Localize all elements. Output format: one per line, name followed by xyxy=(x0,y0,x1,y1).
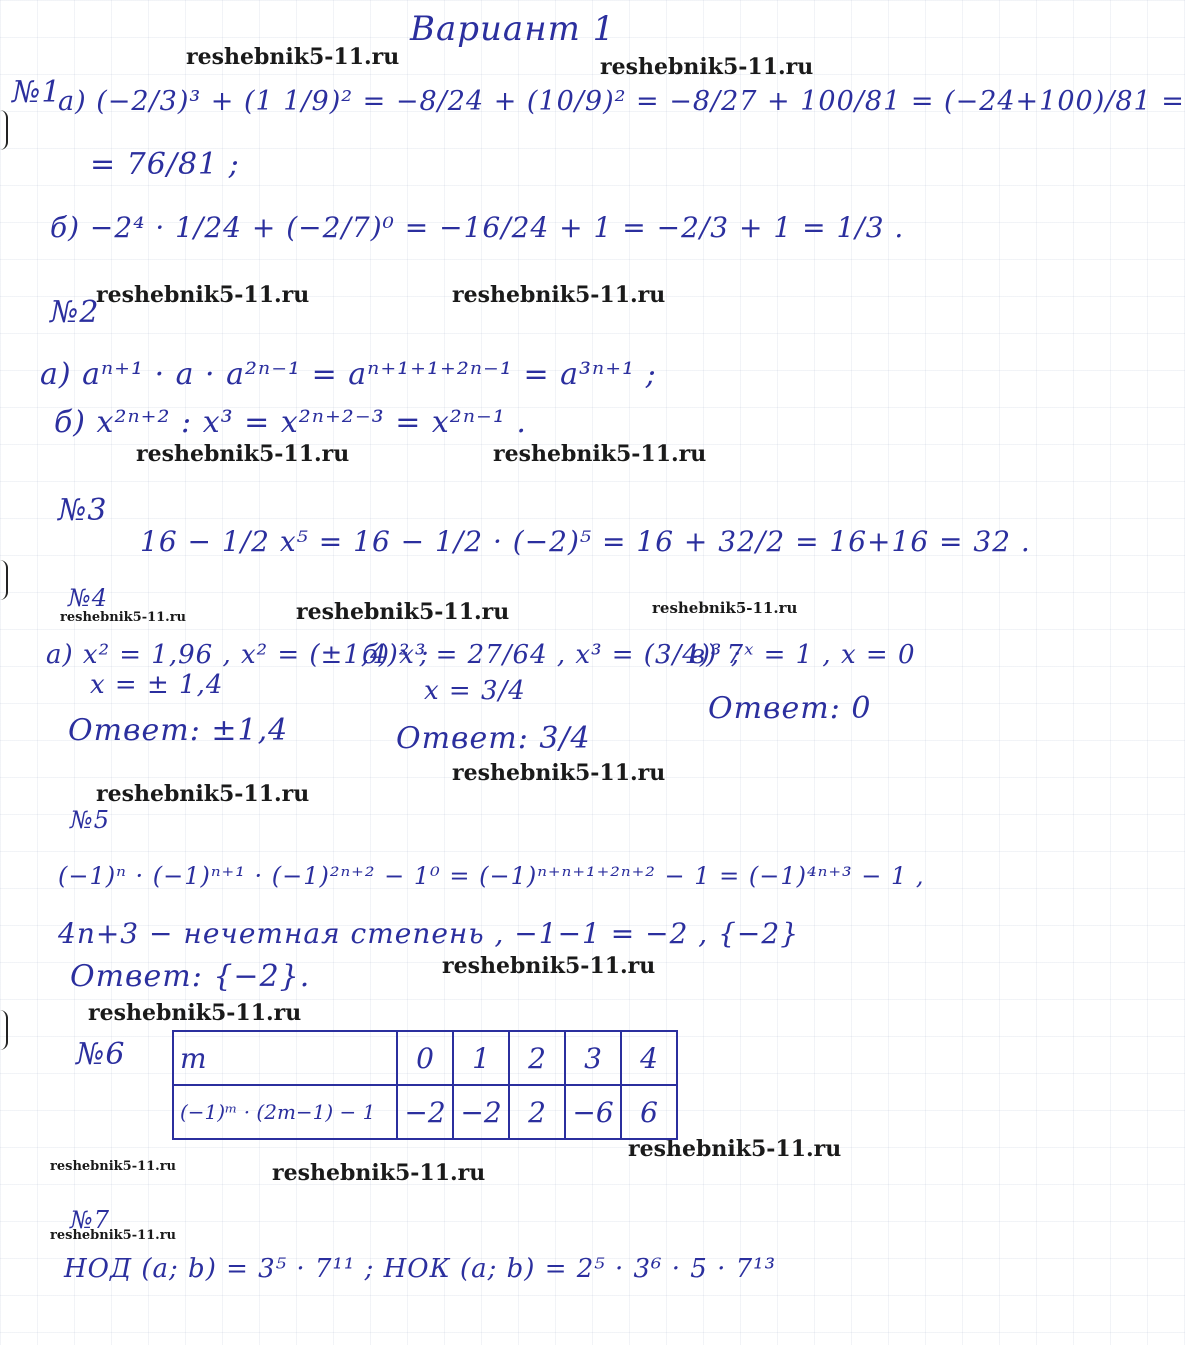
task4-c-answer: Ответ: 0 xyxy=(708,691,872,726)
watermark: reshebnik5-11.ru xyxy=(186,44,400,70)
task5-label: №5 xyxy=(70,806,110,834)
watermark: reshebnik5-11.ru xyxy=(442,953,656,979)
table-row xyxy=(173,1085,677,1139)
table-cell: 1 xyxy=(453,1031,509,1085)
table-header-cell: (−1)ᵐ · (2m−1) − 1 xyxy=(173,1085,397,1139)
table-cell: −2 xyxy=(453,1085,509,1139)
watermark: reshebnik5-11.ru xyxy=(96,781,310,807)
table-cell: 3 xyxy=(565,1031,621,1085)
table-cell: 0 xyxy=(397,1031,453,1085)
task5-line2: 4n+3 − нечетная степень , −1−1 = −2 , {−2} xyxy=(58,917,800,950)
watermark: reshebnik5-11.ru xyxy=(88,1000,302,1026)
watermark: reshebnik5-11.ru xyxy=(600,54,814,80)
watermark: reshebnik5-11.ru xyxy=(628,1136,842,1162)
table-cell: 2 xyxy=(509,1085,565,1139)
task4-b: б) x³ = 27/64 , x³ = (3/4)³ ; xyxy=(362,640,742,670)
watermark: reshebnik5-11.ru xyxy=(272,1160,486,1186)
task4-b2: x = 3/4 xyxy=(424,676,526,706)
task4-b-answer: Ответ: 3/4 xyxy=(396,721,591,756)
task5-line1: (−1)ⁿ · (−1)ⁿ⁺¹ · (−1)²ⁿ⁺² − 1⁰ = (−1)ⁿ⁺ⁿ⁺¹⁺²ⁿ⁺² − 1 = (−1)⁴ⁿ⁺³ − 1 , xyxy=(58,862,925,890)
task4-label: №4 xyxy=(68,584,108,612)
task6-label: №6 xyxy=(76,1037,126,1072)
task7-label: №7 xyxy=(70,1206,110,1234)
table-cell: 2 xyxy=(509,1031,565,1085)
watermark-small: reshebnik5-11.ru xyxy=(50,1159,177,1174)
paper-edge-mark xyxy=(0,110,8,150)
watermark-small: reshebnik5-11.ru xyxy=(652,599,798,617)
paper-edge-mark xyxy=(0,560,8,600)
watermark: reshebnik5-11.ru xyxy=(452,760,666,786)
watermark: reshebnik5-11.ru xyxy=(136,441,350,467)
table-row xyxy=(173,1031,677,1085)
paper-edge-mark xyxy=(0,1010,8,1050)
task4-a2: x = ± 1,4 xyxy=(90,670,224,700)
task2-a: а) aⁿ⁺¹ · a · a²ⁿ⁻¹ = aⁿ⁺¹⁺¹⁺²ⁿ⁻¹ = a³ⁿ⁺¹ ; xyxy=(40,357,657,392)
table-cell: −6 xyxy=(565,1085,621,1139)
page-title: Вариант 1 xyxy=(410,9,616,49)
task1-label: №1 xyxy=(12,75,62,110)
task3-label: №3 xyxy=(58,493,108,528)
task1-a-result: = 76/81 ; xyxy=(90,147,240,182)
task1-a: а) (−2/3)³ + (1 1/9)² = −8/24 + (10/9)² = −8/27 + 100/81 = (−24+100)/81 = xyxy=(58,86,1185,117)
task5-answer: Ответ: {−2}. xyxy=(70,959,311,994)
task2-label: №2 xyxy=(50,295,100,330)
task4-a-answer: Ответ: ±1,4 xyxy=(68,713,289,748)
table-cell: −2 xyxy=(397,1085,453,1139)
task6-table xyxy=(172,1030,678,1140)
watermark: reshebnik5-11.ru xyxy=(96,282,310,308)
task3-line: 16 − 1/2 x⁵ = 16 − 1/2 · (−2)⁵ = 16 + 32/2 = 16+16 = 32 . xyxy=(140,525,1031,558)
task7-line: НОД (a; b) = 3⁵ · 7¹¹ ; НОК (a; b) = 2⁵ · 3⁶ · 5 · 7¹³ xyxy=(64,1254,776,1284)
task2-b: б) x²ⁿ⁺² : x³ = x²ⁿ⁺²⁻³ = x²ⁿ⁻¹ . xyxy=(54,405,527,440)
watermark: reshebnik5-11.ru xyxy=(296,599,510,625)
table-cell: 6 xyxy=(621,1085,677,1139)
watermark: reshebnik5-11.ru xyxy=(493,441,707,467)
table-header-cell: m xyxy=(173,1031,397,1085)
watermark-small: reshebnik5-11.ru xyxy=(60,610,187,625)
table-cell: 4 xyxy=(621,1031,677,1085)
watermark-small: reshebnik5-11.ru xyxy=(50,1228,177,1243)
task1-b: б) −2⁴ · 1/24 + (−2/7)⁰ = −16/24 + 1 = −2/3 + 1 = 1/3 . xyxy=(50,211,905,244)
task4-c: в) 7ˣ = 1 , x = 0 xyxy=(690,640,916,670)
task4-a: а) x² = 1,96 , x² = (±1,4)² ; xyxy=(46,640,430,670)
watermark: reshebnik5-11.ru xyxy=(452,282,666,308)
